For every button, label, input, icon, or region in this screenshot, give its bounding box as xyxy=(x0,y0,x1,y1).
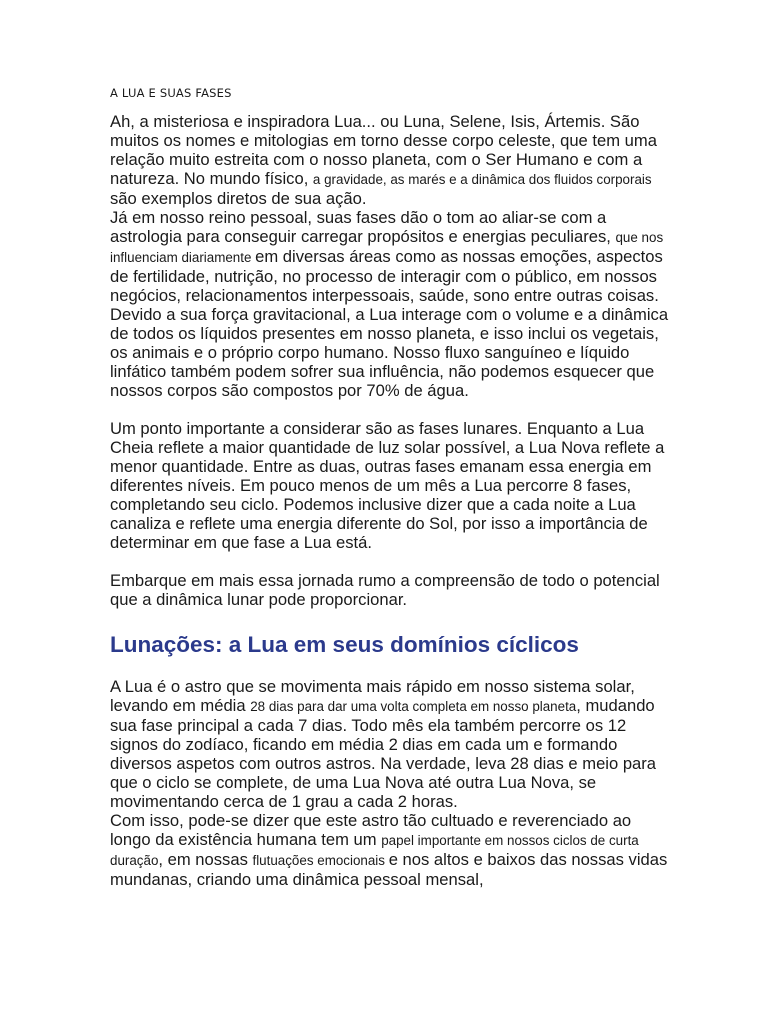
paragraph-lunations xyxy=(110,677,670,811)
paragraph-gravity xyxy=(110,305,670,400)
paragraph-journey xyxy=(110,571,670,609)
paragraph-phases xyxy=(110,419,670,552)
text-run: Um ponto importante a considerar são as fases lunares. Enquanto a Lua Cheia reflete a maior quantidade de luz solar possível, a Lua Nova reflete a menor quantidade. Entre as duas, outras fases emanam essa energia em diferentes níveis. Em pouco menos de um mês a Lua percorre 8 fases, completando seu ciclo. Podemos inclusive dizer que a cada noite a Lua canaliza e reflete uma energia diferente do Sol, por isso a importância de determinar em que fase a Lua está. xyxy=(110,419,665,552)
document-page xyxy=(110,86,670,889)
text-run-small: papel importante em nossos ciclos de curta duração xyxy=(110,833,639,868)
text-run: Ah, a misteriosa e inspiradora Lua... ou Luna, Selene, Isis, Ártemis. São muitos os nomes e mitologias em torno desse corpo celeste, que tem uma relação muito estreita com o nosso planeta, com o Ser Humano e com a natureza. No mundo físico, xyxy=(110,112,657,188)
text-run-small: 28 dias para dar uma volta completa em nosso planeta xyxy=(250,699,577,714)
paragraph-gap xyxy=(110,552,670,571)
paragraph-cycles xyxy=(110,811,670,889)
text-run: , mudando sua fase principal a cada 7 dias. Todo mês ela também percorre os 12 signos do zodíaco, ficando em média 2 dias em cada um e formando diversos aspetos com outros astros. Na verdade, leva 28 dias e meio para que o ciclo se complete, de uma Lua Nova até outra Lua Nova, se movimentando cerca de 1 grau a cada 2 horas. xyxy=(110,696,657,811)
paragraph-intro xyxy=(110,112,670,208)
paragraph-personal xyxy=(110,208,670,305)
section-heading: Lunações: a Lua em seus domínios cíclicos xyxy=(110,632,579,657)
text-run-small: flutuações emocionais xyxy=(252,853,389,868)
text-run: Devido a sua força gravitacional, a Lua interage com o volume e a dinâmica de todos os líquidos presentes em nosso planeta, e isso inclui os vegetais, os animais e o próprio corpo humano. Nosso fluxo sanguíneo e líquido linfático também podem sofrer sua influência, não podemos esquecer que nossos corpos são compostos por 70% de água. xyxy=(110,305,669,400)
text-run: em diversas áreas como as nossas emoções, aspectos de fertilidade, nutrição, no processo de interagir com o público, em nossos negócios, relacionamentos interpessoais, saúde, sono entre outras coisas. xyxy=(110,247,663,305)
text-run: A Lua é o astro que se movimenta mais rápido em nosso sistema solar, levando em média xyxy=(110,677,635,715)
paragraph-gap xyxy=(110,400,670,419)
text-run: são exemplos diretos de sua ação. xyxy=(110,189,367,208)
text-run-small: que nos influenciam diariamente xyxy=(110,230,664,265)
text-run: Com isso, pode-se dizer que este astro tão cultuado e reverenciado ao longo da existência humana tem um xyxy=(110,811,632,849)
document-title: A LUA E SUAS FASES xyxy=(110,86,232,100)
text-run: e nos altos e baixos das nossas vidas mundanas, criando uma dinâmica pessoal mensal, xyxy=(110,850,668,889)
text-run: Embarque em mais essa jornada rumo a compreensão de todo o potencial que a dinâmica lunar pode proporcionar. xyxy=(110,571,660,609)
text-run-small: a gravidade, as marés e a dinâmica dos fluidos corporais xyxy=(312,172,652,187)
text-run: , em nossas xyxy=(158,850,253,869)
text-run: Já em nosso reino pessoal, suas fases dão o tom ao aliar-se com a astrologia para conseguir carregar propósitos e energias peculiares, xyxy=(110,208,616,246)
